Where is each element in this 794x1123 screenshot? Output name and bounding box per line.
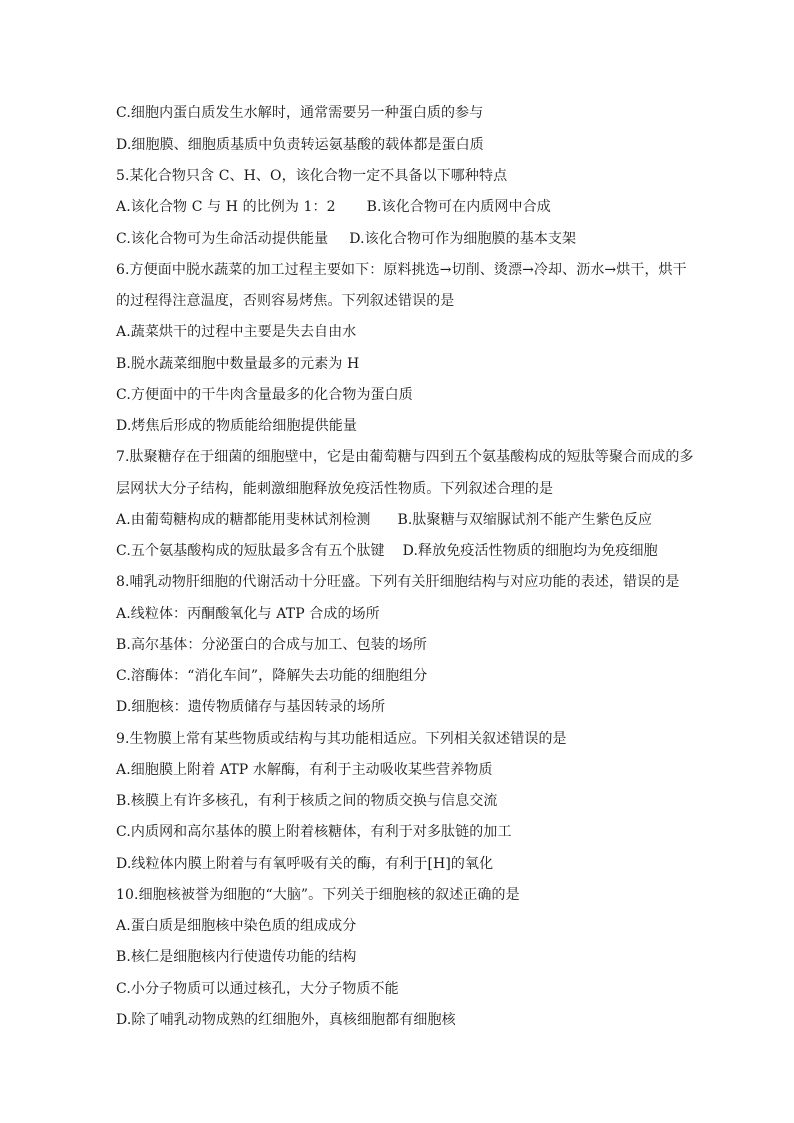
q8-option-b: B.高尔基体：分泌蛋白的合成与加工、包装的场所: [116, 637, 428, 653]
q9-stem: 9.生物膜上常有某些物质或结构与其功能相适应。下列相关叙述错误的是: [116, 731, 567, 747]
q8-option-c: C.溶酶体：“消化车间”，降解失去功能的细胞组分: [116, 668, 428, 684]
q6-option-b: B.脱水蔬菜细胞中数量最多的元素为 H: [116, 356, 360, 372]
q7-option-a: A.由葡萄糖构成的糖都能用斐林试剂检测: [116, 512, 371, 528]
q10-option-b: B.核仁是细胞核内行使遗传功能的结构: [116, 949, 357, 965]
q7-stem-line-2: 层网状大分子结构，能刺激细胞释放免疫活性物质。下列叙述合理的是: [116, 481, 554, 497]
q6-stem-line-2: 的过程得注意温度，否则容易烤焦。下列叙述错误的是: [116, 293, 455, 309]
q10-option-a: A.蛋白质是细胞核中染色质的组成成分: [116, 918, 357, 934]
q8-stem: 8.哺乳动物肝细胞的代谢活动十分旺盛。下列有关肝细胞结构与对应功能的表述，错误的是: [116, 574, 680, 590]
q5-options-ab: [116, 198, 551, 216]
q5-option-c: C.该化合物可为生命活动提供能量: [116, 231, 329, 247]
q10-option-d: D.除了哺乳动物成熟的红细胞外，真核细胞都有细胞核: [116, 1012, 456, 1028]
q6-option-a: A.蔬菜烘干的过程中主要是失去自由水: [116, 324, 357, 340]
q4-option-c: C.细胞内蛋白质发生水解时，通常需要另一种蛋白质的参与: [116, 105, 484, 121]
q9-option-b: B.核膜上有许多核孔，有利于核质之间的物质交换与信息交流: [116, 793, 498, 809]
q7-option-d: D.释放免疫活性物质的细胞均为免疫细胞: [402, 543, 658, 559]
q5-option-b: B.该化合物可在内质网中合成: [366, 199, 551, 215]
q6-stem-line-1: 6.方便面中脱水蔬菜的加工过程主要如下：原料挑选→切削、烫漂→冷却、沥水→烘干，烘干: [116, 262, 687, 278]
q6-option-c: C.方便面中的干牛肉含量最多的化合物为蛋白质: [116, 387, 413, 403]
q9-option-c: C.内质网和高尔基体的膜上附着核糖体，有利于对多肽链的加工: [116, 824, 512, 840]
q9-option-a: A.细胞膜上附着 ATP 水解酶，有利于主动吸收某些营养物质: [116, 762, 493, 778]
q5-option-a: A.该化合物 C 与 H 的比例为 1：2: [116, 199, 336, 215]
q7-options-ab: [116, 511, 652, 529]
q8-option-d: D.细胞核：遗传物质储存与基因转录的场所: [116, 699, 386, 715]
q7-option-c: C.五个氨基酸构成的短肽最多含有五个肽键: [116, 543, 385, 559]
q6-option-d: D.烤焦后形成的物质能给细胞提供能量: [116, 418, 357, 434]
q7-stem-line-1: 7.肽聚糖存在于细菌的细胞壁中，它是由葡萄糖与四到五个氨基酸构成的短肽等聚合而成的多: [116, 449, 694, 465]
q9-option-d: D.线粒体内膜上附着与有氧呼吸有关的酶，有利于[H]的氧化: [116, 856, 494, 872]
q10-option-c: C.小分子物质可以通过核孔，大分子物质不能: [116, 981, 399, 997]
q7-option-b: B.肽聚糖与双缩脲试剂不能产生紫色反应: [397, 512, 653, 528]
q5-options-cd: [116, 230, 576, 248]
q4-option-d: D.细胞膜、细胞质基质中负责转运氨基酸的载体都是蛋白质: [116, 137, 484, 153]
q10-stem: 10.细胞核被誉为细胞的“大脑”。下列关于细胞核的叙述正确的是: [116, 887, 520, 903]
q8-option-a: A.线粒体：丙酮酸氧化与 ATP 合成的场所: [116, 606, 380, 622]
q7-options-cd: [116, 542, 658, 560]
q5-option-d: D.该化合物可作为细胞膜的基本支架: [349, 231, 577, 247]
q5-stem: 5.某化合物只含 C、H、O，该化合物一定不具备以下哪种特点: [116, 168, 508, 184]
